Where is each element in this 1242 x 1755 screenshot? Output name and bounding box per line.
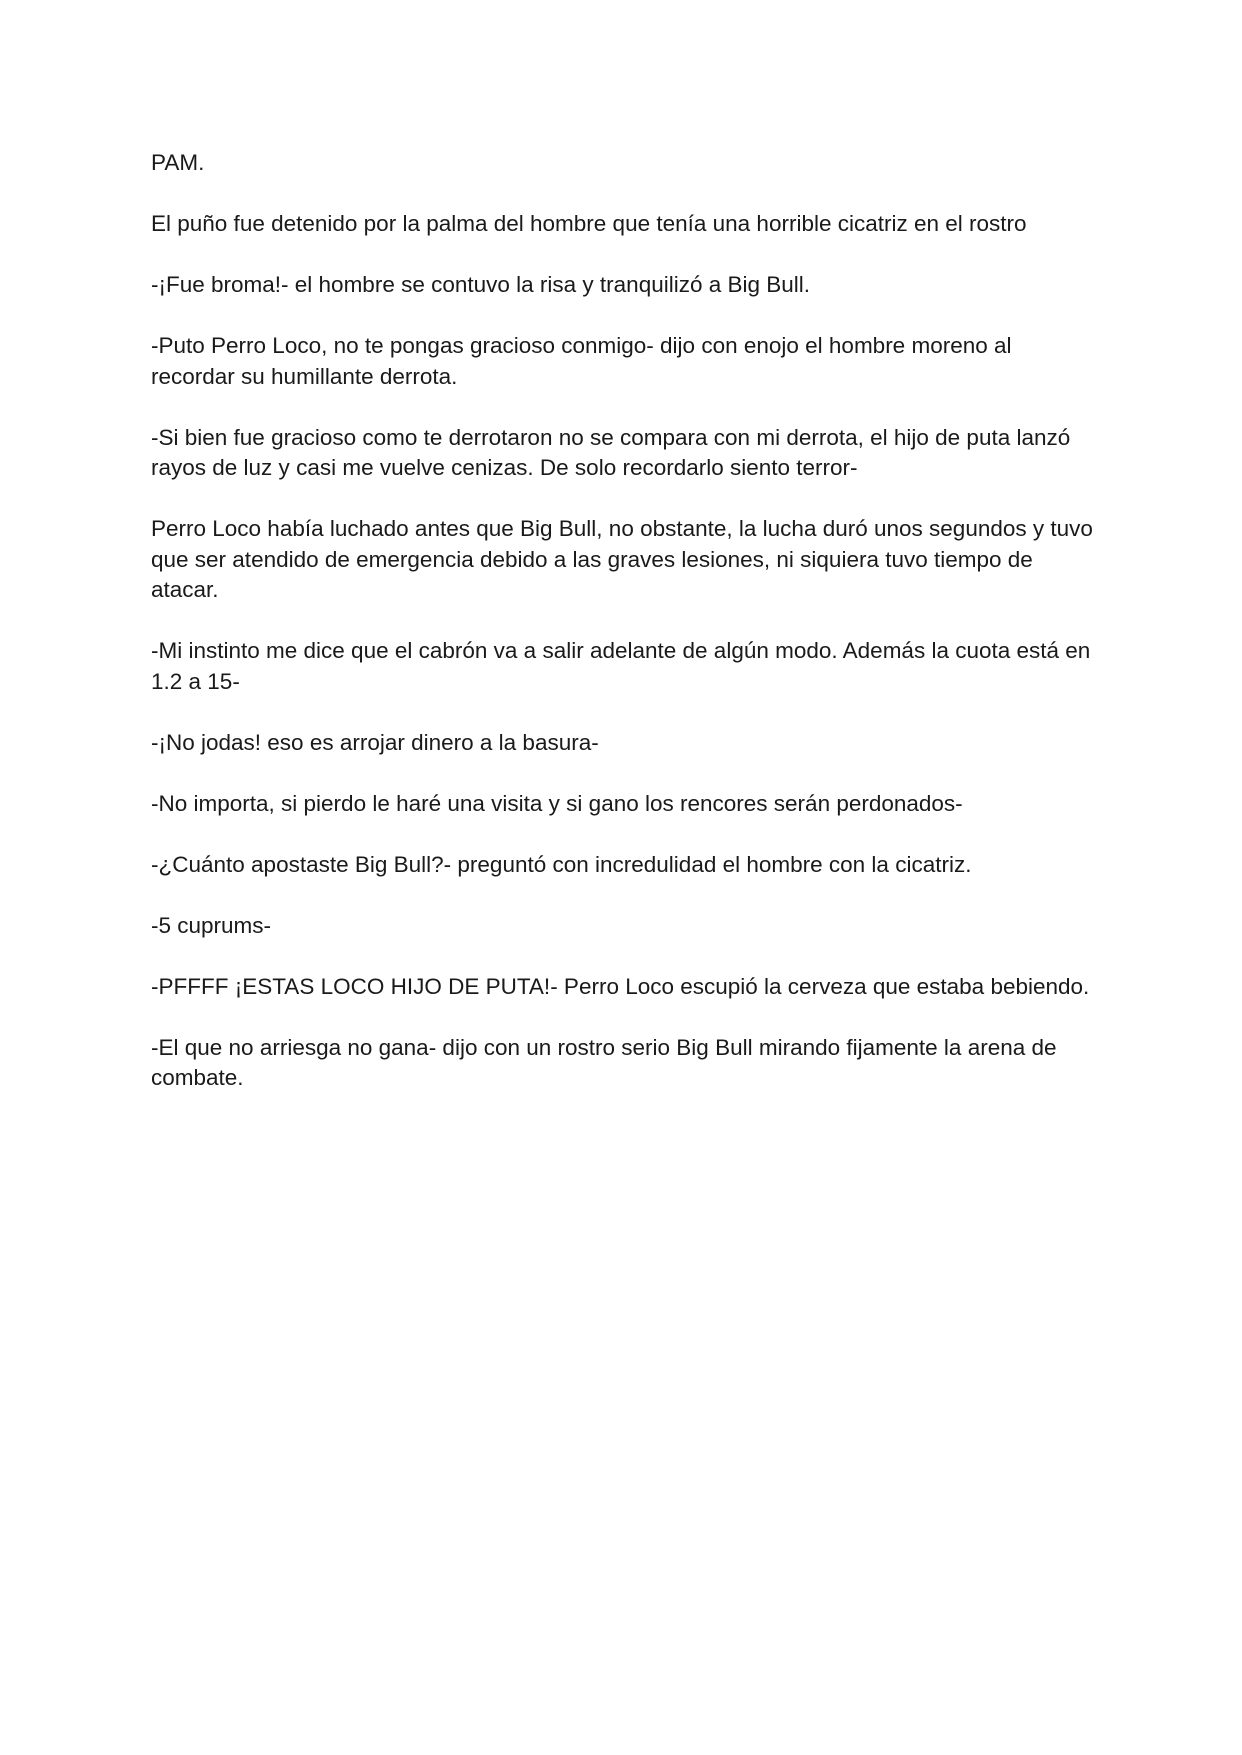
- document-body: [151, 148, 1101, 1124]
- paragraph: -¡No jodas! eso es arrojar dinero a la basura-: [151, 729, 599, 755]
- paragraph: -El que no arriesga no gana- dijo con un rostro serio Big Bull mirando fijamente la arena de combate.: [151, 1034, 1057, 1090]
- paragraph: -¡Fue broma!- el hombre se contuvo la risa y tranquilizó a Big Bull.: [151, 272, 811, 297]
- paragraph: PAM.: [151, 150, 205, 175]
- paragraph: -PFFFF ¡ESTAS LOCO HIJO DE PUTA!- Perro Loco escupió la cerveza que estaba bebiendo.: [151, 973, 1090, 999]
- paragraph: -Mi instinto me dice que el cabrón va a salir adelante de algún modo. Además la cuota está en 1.2 a 15-: [151, 638, 1091, 694]
- paragraph: -¿Cuánto apostaste Big Bull?- preguntó con incredulidad el hombre con la cicatriz.: [151, 851, 972, 877]
- paragraph: -Si bien fue gracioso como te derrotaron no se compara con mi derrota, el hijo de puta lanzó rayos de luz y casi me vuelve cenizas. De solo recordarlo siento terror-: [151, 424, 1071, 480]
- paragraph: -No importa, si pierdo le haré una visita y si gano los rencores serán perdonados-: [151, 790, 963, 816]
- paragraph: Perro Loco había luchado antes que Big Bull, no obstante, la lucha duró unos segundos y tuvo que ser atendido de emergencia debido a las graves lesiones, ni siquiera tuvo tiempo de atacar.: [151, 516, 1093, 602]
- paragraph: -Puto Perro Loco, no te pongas gracioso conmigo- dijo con enojo el hombre moreno al recordar su humillante derrota.: [151, 333, 1012, 389]
- paragraph: -5 cuprums-: [151, 912, 272, 938]
- paragraph: El puño fue detenido por la palma del hombre que tenía una horrible cicatriz en el rostro: [151, 211, 1027, 236]
